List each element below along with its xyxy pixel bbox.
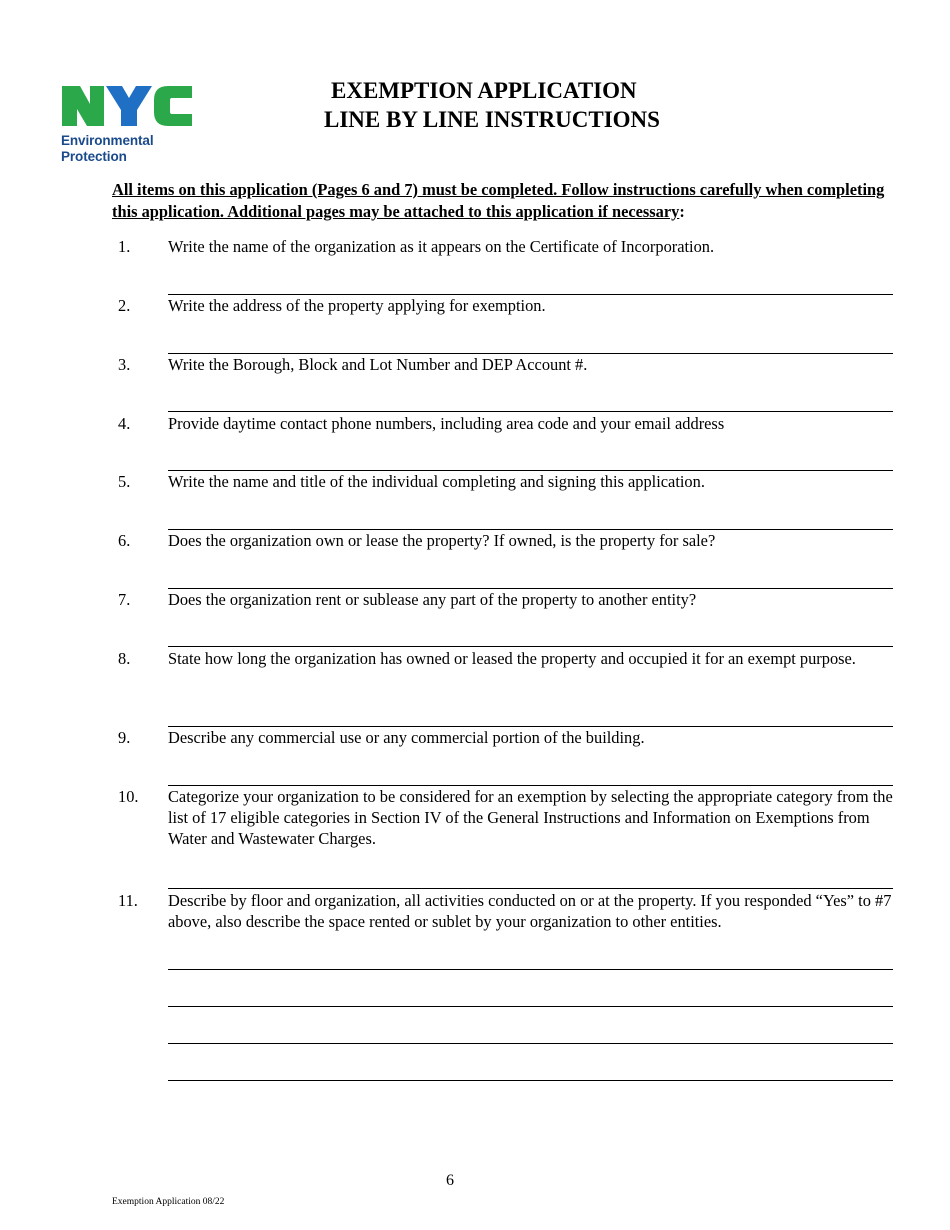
item-text: Does the organization rent or sublease any part of the property to another entity? [168,590,697,609]
item-number: 2. [118,296,131,315]
item-text: Write the Borough, Block and Lot Number and DEP Account #. [168,355,588,374]
intro-instructions [112,179,902,223]
answer-line-11b[interactable] [168,1006,893,1007]
item-number: 7. [118,590,131,609]
nyc-logo-mark [60,84,194,130]
logo-text-environmental: Environmental [61,133,154,148]
nyc-dep-logo [60,84,200,168]
item-text: Does the organization own or lease the property? If owned, is the property for sale? [168,531,716,550]
answer-line-11d[interactable] [168,1080,893,1081]
item-text: Describe by floor and organization, all activities conducted on or at the property. If you responded “Yes” to #7 above, also describe the space rented or sublet by your organization to other entities. [168,891,892,931]
answer-line-7[interactable] [168,646,893,647]
item-text: Categorize your organization to be considered for an exemption by selecting the appropriate category from the list of 17 eligible categories in Section IV of the General Instructions and Information on Exemptions from Water and Wastewater Charges. [168,787,893,848]
footer-form-id: Exemption Application 08/22 [112,1197,225,1207]
item-text: State how long the organization has owned or leased the property and occupied it for an exempt purpose. [168,649,856,668]
item-text: Write the name of the organization as it appears on the Certificate of Incorporation. [168,237,715,256]
logo-text-protection: Protection [61,149,127,164]
item-number: 6. [118,531,131,550]
title-line-2: LINE BY LINE INSTRUCTIONS [324,107,660,132]
intro-suffix: : [679,202,685,221]
intro-underlined-text: All items on this application (Pages 6 and 7) must be completed. Follow instructions carefully when completing this application. Additional pages may be attached to this application if necessary [112,180,885,221]
page-number: 6 [446,1172,454,1189]
item-text: Provide daytime contact phone numbers, including area code and your email address [168,414,725,433]
item-text: Describe any commercial use or any commercial portion of the building. [168,728,645,747]
item-number: 1. [118,237,131,256]
item-number: 8. [118,649,131,668]
title-line-1: EXEMPTION APPLICATION [331,78,637,103]
answer-line-3[interactable] [168,411,893,412]
item-number: 5. [118,472,131,491]
item-number: 9. [118,728,131,747]
item-number: 3. [118,355,131,374]
item-number: 10. [118,787,139,806]
item-number: 11. [118,891,138,910]
item-number: 4. [118,414,131,433]
item-text: Write the address of the property applying for exemption. [168,296,546,315]
answer-line-11a[interactable] [168,969,893,970]
answer-line-10[interactable] [168,888,893,889]
item-text: Write the name and title of the individual completing and signing this application. [168,472,705,491]
answer-line-11c[interactable] [168,1043,893,1044]
